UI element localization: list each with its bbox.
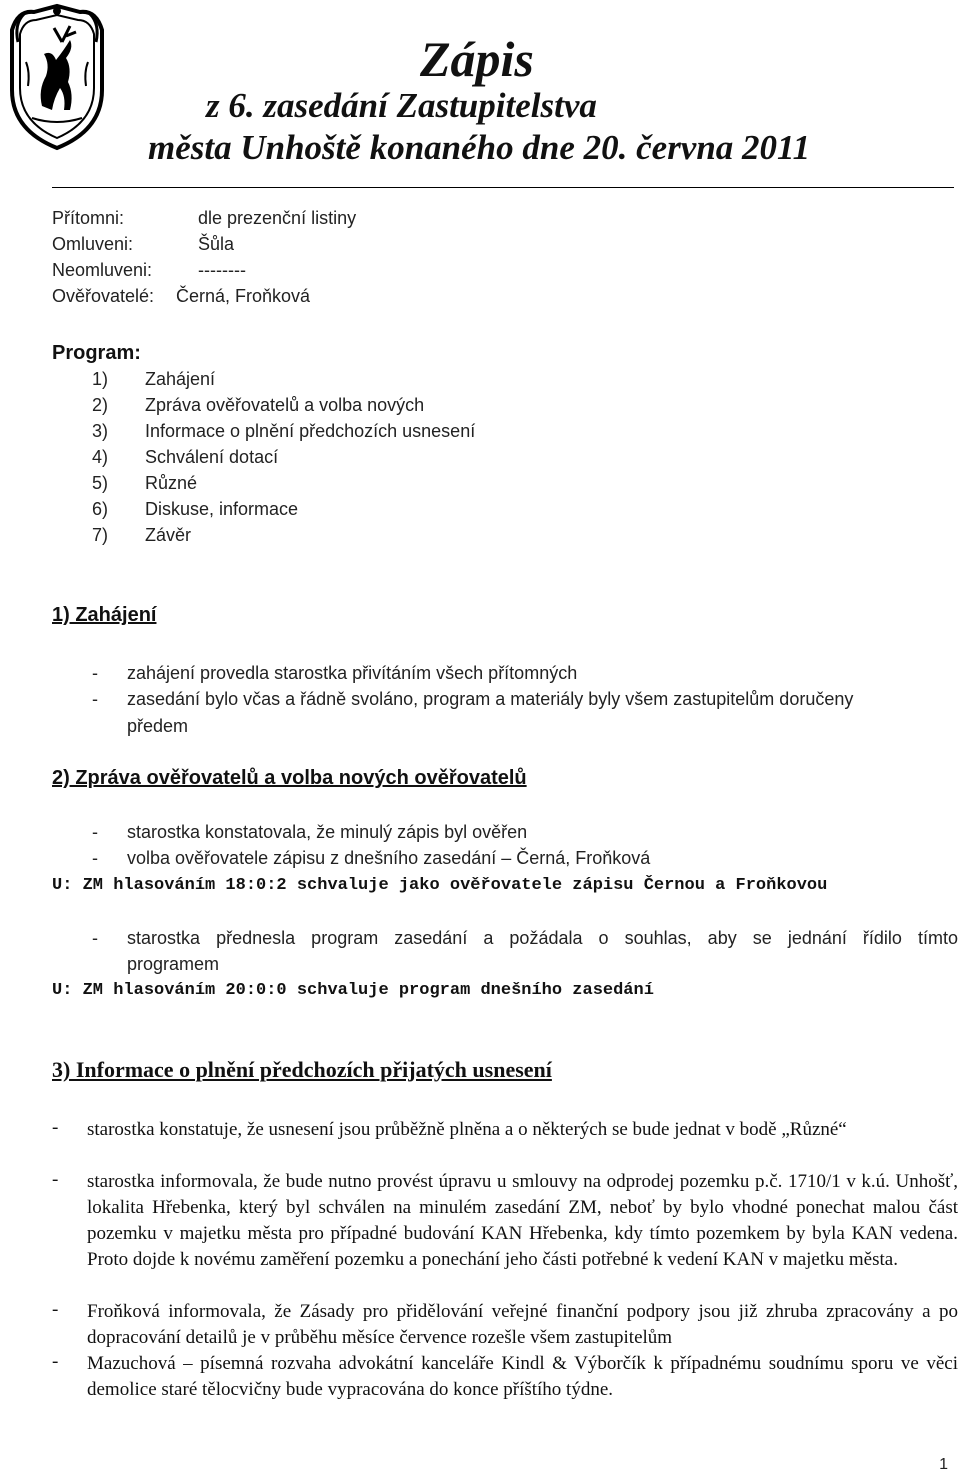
section-3-bullet: - Mazuchová – písemná rozvaha advokátní kanceláře Kindl & Výborčík k případnému soudnímu sporu ve věci demolice staré tělocvičny bude vypracována do konce příštího týdne. xyxy=(52,1351,958,1400)
document-subtitle-session: z 6. zasedání Zastupitelstva xyxy=(206,86,597,125)
header-divider xyxy=(52,187,954,188)
section-3-bullet: - starostka konstatuje, že usnesení jsou průběžně plněna a o některých se bude jednat v bodě „Různé“ xyxy=(52,1117,847,1140)
program-item: 7) Závěr xyxy=(92,525,192,545)
attendance-label: Přítomni: xyxy=(52,208,125,228)
section-3-bullet: - starostka informovala, že bude nutno provést úpravu u smlouvy na odprodej pozemku p.č. 1710/1 v k.ú. Unhošť, lokalita Hřebenka, který byl schválen na minulém zasedání ZM, neboť by bylo vhodné ponechat malou část pozemku v majetku města pro případné budování KAN Hřebenka, kdy tímto pozemkem by byla KAN vedena. Proto dojde k novému zaměření pozemku a ponechání jeho části potřebné k vedení KAN v majetku města. xyxy=(52,1169,958,1270)
program-item: 1) Zahájení xyxy=(92,369,216,389)
program-heading: Program: xyxy=(52,342,141,364)
resolution-verifiers: U: ZM hlasováním 18:0:2 schvaluje jako ověřovatele zápisu Černou a Froňkovou xyxy=(52,876,828,895)
attendance-label: Omluveni: xyxy=(52,234,134,254)
program-item: 2) Zpráva ověřovatelů a volba nových xyxy=(92,395,425,415)
document-subtitle-date: města Unhoště konaného dne 20. června 2011 xyxy=(148,128,811,167)
city-coat-of-arms-icon xyxy=(4,2,110,152)
document-title: Zápis xyxy=(420,31,534,87)
resolution-program: U: ZM hlasováním 20:0:0 schvaluje program dnešního zasedání xyxy=(52,981,654,1000)
section-2-bullet: - starostka přednesla program zasedání a požádala o souhlas, aby se jednání řídilo tímto xyxy=(92,928,958,948)
section-1-bullet-continuation: předem xyxy=(127,716,189,736)
attendance-label: Neomluveni: xyxy=(52,260,153,280)
section-1-bullet: - zasedání bylo včas a řádně svoláno, program a materiály byly všem zastupitelům doručeny xyxy=(92,689,854,709)
section-1-heading: 1) Zahájení xyxy=(52,604,157,626)
section-3-heading: 3) Informace o plnění předchozích přijatých usnesení xyxy=(52,1057,552,1082)
section-2-bullet: - volba ověřovatele zápisu z dnešního zasedání – Černá, Froňková xyxy=(92,848,651,868)
program-item: 3) Informace o plnění předchozích usnesení xyxy=(92,421,476,441)
attendance-value: Šůla xyxy=(198,234,235,254)
program-item: 5) Různé xyxy=(92,473,198,493)
section-2-heading: 2) Zpráva ověřovatelů a volba nových ověřovatelů xyxy=(52,767,527,789)
section-3-bullet: - Froňková informovala, že Zásady pro přidělování veřejné finanční podpory jsou již zhruba zpracovány a po dopracování detailů je v průběhu měsíce července rozešle všem zastupitelům xyxy=(52,1299,958,1348)
program-item: 6) Diskuse, informace xyxy=(92,499,299,519)
section-1-bullet: - zahájení provedla starostka přivítáním všech přítomných xyxy=(92,663,578,683)
section-2-bullet: - starostka konstatovala, že minulý zápis byl ověřen xyxy=(92,822,528,842)
attendance-value: dle prezenční listiny xyxy=(198,208,357,228)
attendance-value: -------- xyxy=(198,260,246,280)
page-number: 1 xyxy=(939,1456,948,1473)
section-2-bullet-continuation: programem xyxy=(127,954,220,974)
attendance-value: Černá, Froňková xyxy=(176,286,311,306)
attendance-label: Ověřovatelé: xyxy=(52,286,155,306)
program-item: 4) Schválení dotací xyxy=(92,447,279,467)
